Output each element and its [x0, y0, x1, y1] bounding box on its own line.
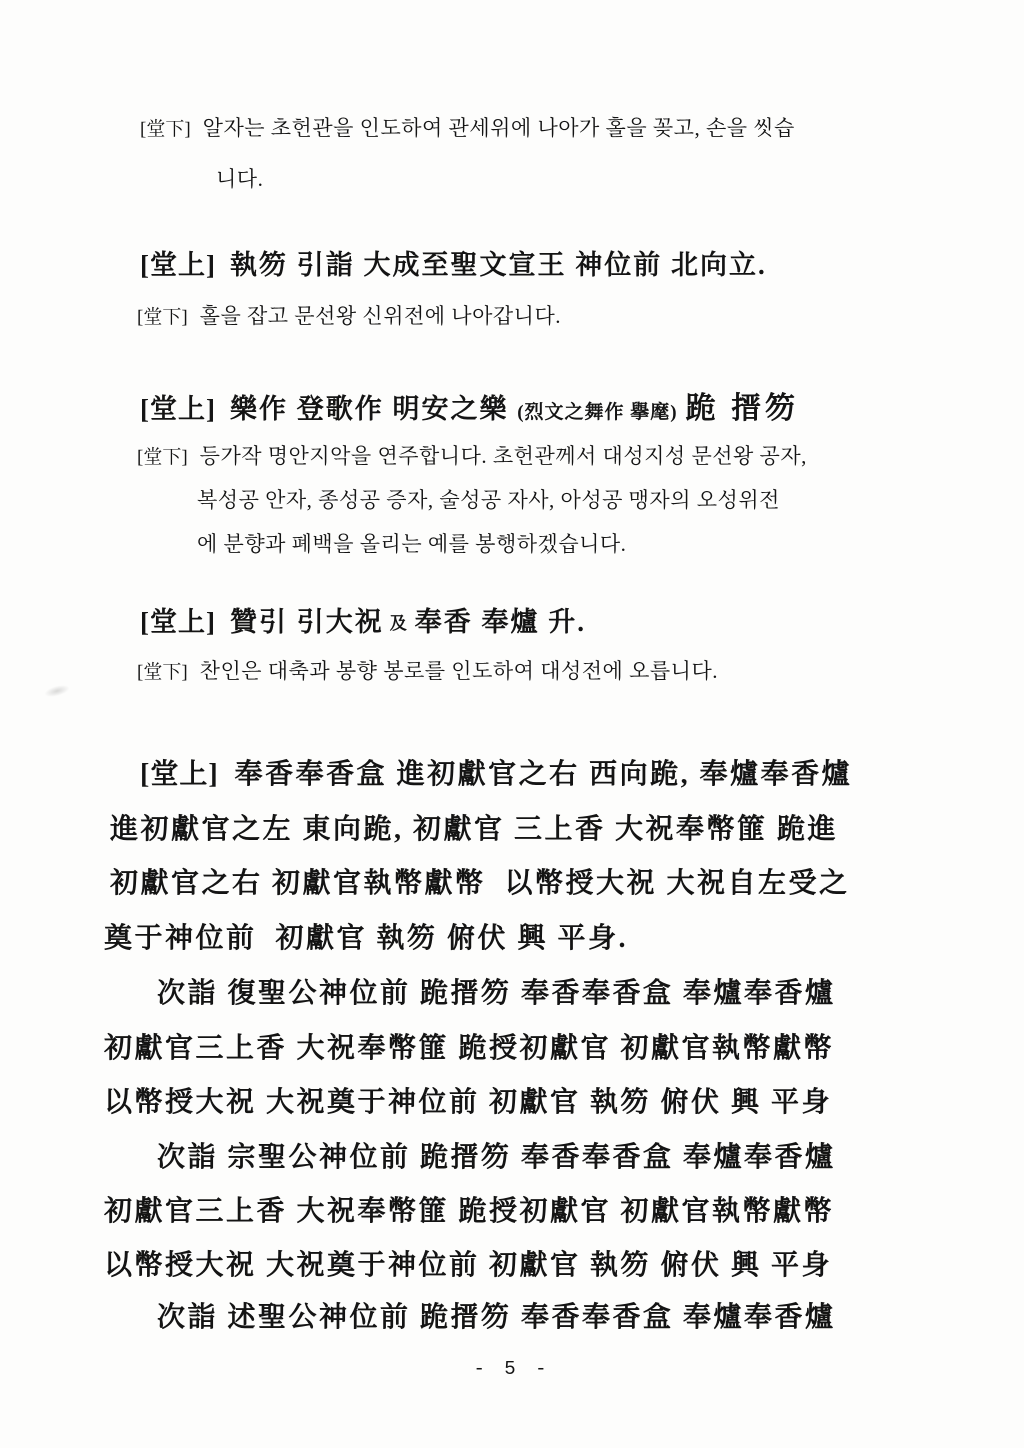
- dangha-explanation-3: [137, 655, 718, 685]
- dangha-text: 복성공 안자, 종성공 증자, 술성공 자사, 아성공 맹자의 오성위전: [197, 488, 780, 512]
- dangsang-text-before: 贊引 引大祝: [229, 607, 384, 637]
- ritual-text: 進初獻官之左 東向跪, 初獻官 三上香 大祝奉幣篚 跪進: [110, 814, 839, 845]
- dangsang-ritual-line-1: [140, 752, 852, 792]
- ritual-text: 初獻官三上香 大祝奉幣篚 跪授初獻官 初獻官執幣獻幣: [104, 1033, 835, 1064]
- ritual-text: 以幣授大祝 大祝奠于神位前 初獻官 執笏 俯伏 興 平身: [104, 1250, 833, 1281]
- dangsang-ritual-line-4: [104, 916, 628, 956]
- dangha-explanation-2-line-3: [197, 528, 626, 558]
- dangha-text: 니다.: [216, 167, 264, 191]
- dangha-text: 알자는 초헌관을 인도하여 관세위에 나아가 홀을 꽂고, 손을 씻습: [202, 116, 795, 140]
- ritual-text: 次詣 復聖公神位前 跪搢笏 奉香奉香盒 奉爐奉香爐: [157, 978, 836, 1009]
- page-number: - 5 -: [473, 1358, 551, 1380]
- dangsang-ritual-line-5: [157, 971, 836, 1011]
- dangha-text: 에 분향과 폐백을 올리는 예를 봉행하겠습니다.: [197, 532, 627, 556]
- dangsang-text: 執笏 引詣 大成至聖文宣王 神位前 北向立.: [229, 250, 767, 280]
- scan-smudge-artifact: [43, 683, 71, 699]
- dangha-label: [堂下]: [137, 447, 188, 468]
- dangsang-ritual-line-2: [110, 807, 838, 847]
- dangha-label: [堂下]: [137, 662, 188, 683]
- dangsang-ritual-line-10: [104, 1243, 832, 1283]
- dangha-explanation-2-line-1: [137, 440, 807, 470]
- dangsang-label: [堂上]: [140, 607, 216, 637]
- dangsang-directive-1: [140, 243, 767, 282]
- ritual-text: 次詣 宗聖公神位前 跪搢笏 奉香奉香盒 奉爐奉香爐: [157, 1142, 836, 1173]
- dangsang-text-main: 樂作 登歌作 明安之樂: [229, 394, 509, 424]
- dangsang-text-tail: 跪 搢笏: [685, 392, 800, 425]
- ritual-text: 以幣授大祝 大祝奠于神位前 初獻官 執笏 俯伏 興 平身: [104, 1087, 833, 1118]
- dangha-paragraph-1-line-1: [140, 112, 795, 142]
- dangsang-text-parenthetical: (烈文之舞作 擧麾): [517, 402, 678, 423]
- dangsang-ritual-line-8: [157, 1135, 836, 1175]
- ritual-text: 次詣 述聖公神位前 跪搢笏 奉香奉香盒 奉爐奉香爐: [157, 1302, 836, 1333]
- ritual-text: 初獻官之右 初獻官執幣獻幣 以幣授大祝 大祝自左受之: [110, 868, 850, 899]
- dangsang-ritual-line-6: [104, 1026, 834, 1066]
- dangsang-directive-2: [140, 383, 799, 427]
- dangsang-label: [堂上]: [140, 394, 216, 424]
- ritual-text: 奠于神位前 初獻官 執笏 俯伏 興 平身.: [104, 923, 629, 954]
- ritual-text: 初獻官三上香 大祝奉幣篚 跪授初獻官 初獻官執幣獻幣: [104, 1196, 835, 1227]
- dangsang-text-after: 奉香 奉爐 升.: [414, 607, 586, 637]
- dangsang-directive-3: [140, 600, 586, 639]
- dangsang-ritual-line-7: [104, 1080, 832, 1120]
- dangha-label: [堂下]: [137, 307, 188, 328]
- dangha-explanation-1: [137, 300, 561, 330]
- dangsang-label: [堂上]: [140, 250, 216, 280]
- dangsang-ritual-line-9: [104, 1189, 834, 1229]
- dangsang-label: [堂上]: [140, 759, 219, 790]
- dangha-paragraph-1-line-2: [216, 163, 263, 193]
- ritual-text: 奉香奉香盒 進初獻官之右 西向跪, 奉爐奉香爐: [234, 759, 853, 790]
- dangha-text: 등가작 명안지악을 연주합니다. 초헌관께서 대성지성 문선왕 공자,: [199, 444, 807, 468]
- dangha-text: 찬인은 대축과 봉향 봉로를 인도하여 대성전에 오릅니다.: [199, 659, 718, 683]
- dangha-label: [堂下]: [140, 119, 191, 140]
- dangsang-ritual-line-3: [110, 861, 850, 901]
- dangsang-text-small: 及: [389, 614, 409, 633]
- dangha-text: 홀을 잡고 문선왕 신위전에 나아갑니다.: [199, 304, 561, 328]
- dangha-explanation-2-line-2: [197, 484, 780, 514]
- dangsang-ritual-line-11: [157, 1295, 836, 1335]
